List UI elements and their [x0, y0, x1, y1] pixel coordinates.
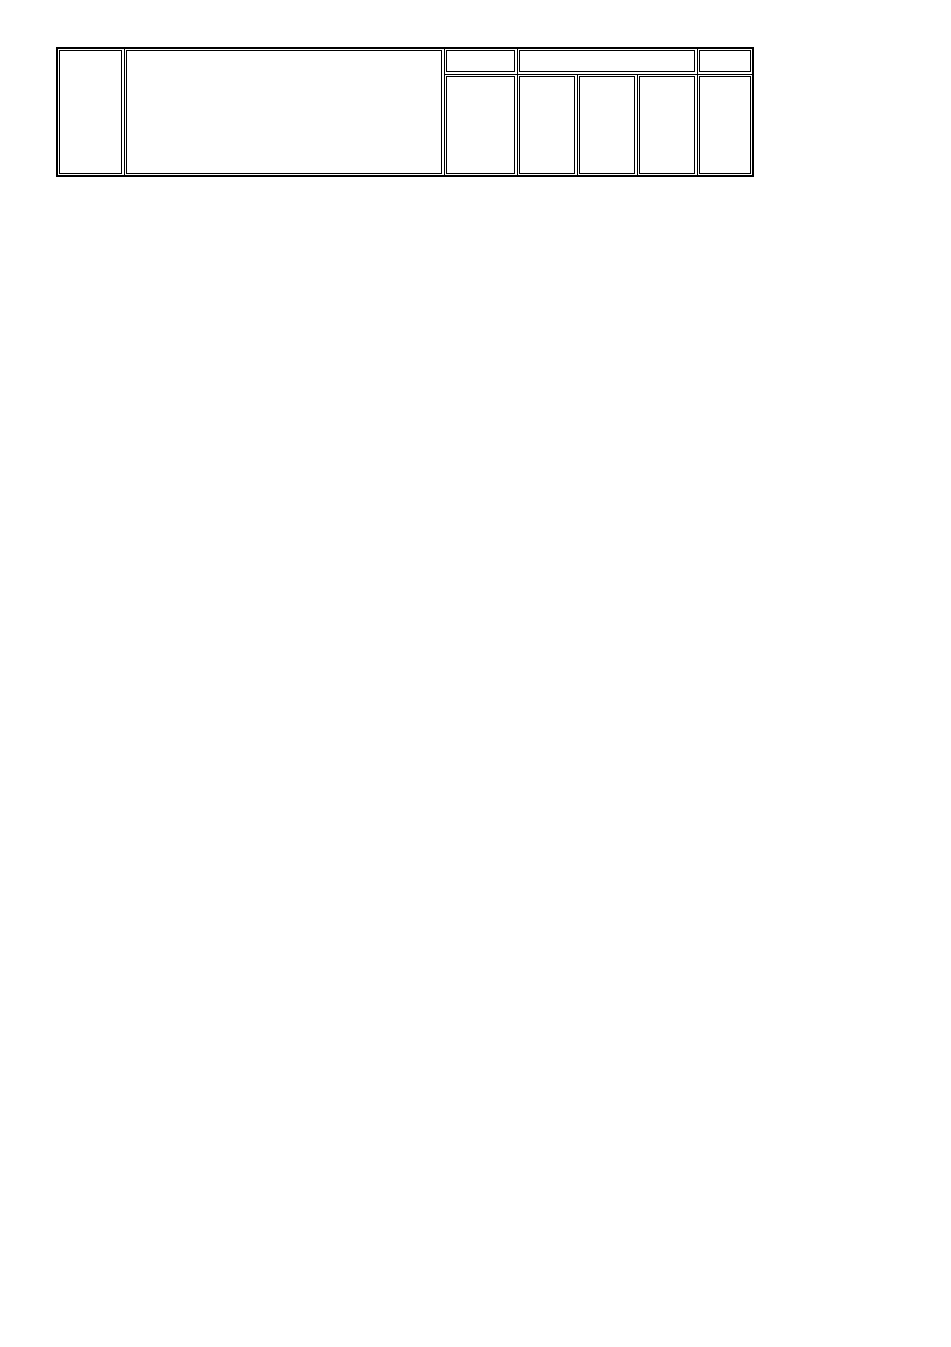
hours-table	[56, 47, 754, 177]
total-hours	[697, 48, 753, 74]
table-header-row	[57, 48, 753, 74]
col-discussion-header	[637, 74, 697, 176]
col-exercise-header	[577, 74, 637, 176]
document-page	[56, 46, 896, 203]
col-no-header	[57, 48, 124, 176]
col-lab-header	[517, 74, 577, 176]
section5-title	[56, 178, 896, 203]
col-content-header	[124, 48, 444, 176]
hours-header	[517, 48, 697, 74]
col-other-header	[697, 74, 753, 176]
col-lecture-header	[444, 74, 517, 176]
empty-cell	[444, 48, 517, 74]
